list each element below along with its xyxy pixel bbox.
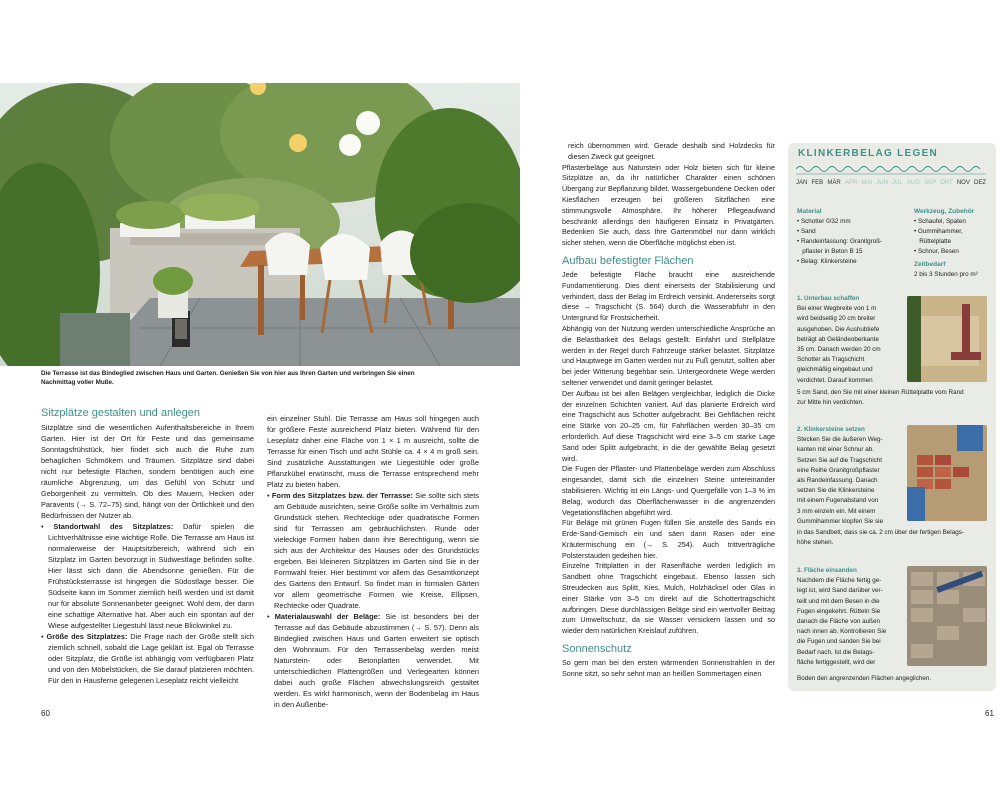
month-mai: MAI — [861, 180, 873, 186]
tool-item: Rüttelplatte — [914, 238, 952, 245]
decorative-wave-icon — [796, 162, 986, 176]
step-1-title: 1. Unterbau schaffen — [797, 295, 860, 302]
box-title: KLINKERBELAG LEGEN — [798, 148, 939, 159]
section-heading-sonnenschutz: Sonnenschutz — [562, 643, 632, 656]
step-text-line: legt ist, wird Sand darüber ver- — [797, 587, 883, 595]
step-text-line: Fugen eingekehrt. Rütteln Sie — [797, 607, 881, 615]
step-2-tail — [797, 528, 987, 548]
paragraph: So gern man bei den ersten wärmenden Sonnenstrahlen in der Sonne sitzt, so sehr sehnt man an heißen Sommertagen einen — [562, 658, 775, 678]
step-text-line: 35 cm. Danach werden 20 cm — [797, 346, 881, 354]
bullet-label: Materialauswahl der Beläge: — [274, 612, 381, 621]
step-3-photo — [907, 566, 987, 666]
time-value: 2 bis 3 Stunden pro m² — [914, 271, 978, 278]
material-label: Material — [797, 208, 822, 215]
month-okt: OKT — [940, 180, 953, 186]
section-heading-aufbau: Aufbau befestigter Flächen — [562, 254, 694, 267]
bullet-material: • Materialauswahl der Beläge: Sie ist besonders bei der Terrasse auf das Gebäude abzustimmen (→ S. 57). Denn als Bindeglied zwischen Haus und Garten erweitert sie optisch den Wohnraum. Für den Terrassenbelag werden meist Naturstein- oder Betonplatten verwendet. Mit unterschiedlichen Plattengrößen und Verlegearten können dabei auch große Flächen abwechslungsreich gestaltet werden. Es wirkt harmonisch, wenn der Bodenbelag im Haus in den Außenbe- — [267, 612, 479, 709]
step-text-line: Bei einer Wegbreite von 1 m — [797, 305, 877, 313]
bullet-text: Sie sollte sich stets am Gebäude ausrichten, seine Größe sollte im Verhältnis zum Grundstück stehen. Rechteckige oder quadratische Formen sind für Terrassen am gebräuchlichsten. Runde oder vieleckige Formen haben dann ihre Berechtigung, wenn sie sich aus der Architektur des Hauses oder des Grundstücks ergeben. Bei kleineren Sitzplätzen im Garten sind Sie in der Formwahl freier. Hier bestimmt vor allem das Gesamtkonzept des Gartens den Entwurf. So findet man in formalen Gärten vor allem geometrische Formen wie Kreise, Ellipsen, Rechtecke oder Quadrate. — [274, 491, 479, 610]
material-item: • Sand — [797, 228, 816, 235]
photo-caption: Die Terrasse ist das Bindeglied zwischen Haus und Garten. Genießen Sie von hier aus Ihren Garten und verbringen Sie einen Nachmittag voller Muße. — [41, 370, 415, 386]
step-text-line: die Fugen und sanden Sie bei — [797, 638, 881, 646]
step-3-tail — [797, 674, 987, 684]
step-1 — [797, 294, 905, 386]
step-text-line: Setzen Sie auf die Tragschicht — [797, 456, 883, 464]
bullet-text: Dafür spielen die Lichtverhältnisse eine wichtige Rolle. Die Terrasse am Haus ist normalerweise der Hauptsitzbereich, während sich ein Sitzplatz im Garten bevorzugt in Südwestlage befinden sollte. Hier lässt sich dann die Abendsonne genießen. Für die Frühstücksterrasse ist hingegen die Südostlage besser. Die Südseite kann im Sommer ziemlich heiß werden und ist damit nur für absolute Sonnenanbeter geeignet. Wohl dem, der dann eine schattige Alternative hat. Aber auch ein spontan auf der Wiese aufgestellter Liegestuhl lässt neue Blickwinkel zu. — [48, 522, 254, 630]
left-column-2 — [267, 413, 479, 710]
month-apr: APR — [844, 180, 858, 186]
month-feb: FEB — [811, 180, 824, 186]
step-text-line: beträgt ab Geländeoberkante — [797, 335, 879, 343]
month-mär: MÄR — [827, 180, 841, 186]
material-list — [797, 207, 907, 267]
paragraph: Der Aufbau ist bei allen Belägen vergleichbar, lediglich die Dicke der einzelnen Schichten variiert. Auf das planierte Erdreich wird eine Tragschicht aus Schotter aufgebracht. Bei Gehflächen reicht eine Stärke von 20–25 cm, für Fahrflächen werden 30–35 cm erforderlich. Auf diese Tragschicht wird eine 3–5 cm starke Lage Sand oder Splitt aufgebracht, in die der gewählte Belag gesetzt wird. — [562, 388, 775, 463]
tools-list — [914, 207, 994, 280]
bullet-label: Form des Sitzplatzes bzw. der Terrasse: — [271, 491, 413, 500]
bullet-text: Die Frage nach der Größe stellt sich ziemlich schnell, sobald die Lage geklärt ist. Egal ob Terrasse oder Sitzplatz, die Größe ist abhängig vom verfügbaren Platz und von den Möbelstücken, die Sie darauf platzieren möchten. Für den in Hausferne gelegenen Leseplatz reicht vielleicht — [48, 632, 255, 685]
section-heading-sitzplaetze: Sitzplätze gestalten und anlegen — [41, 407, 201, 419]
bullet-form: • Form des Sitzplatzes bzw. der Terrasse: Sie sollte sich stets am Gebäude ausrichten, seine Größe sollte im Verhältnis zum Grundstück stehen. Rechteckige oder quadratische Formen sind für Terrassen am gebräuchlichsten. Runde oder vieleckige Formen haben dann ihre Berechtigung, wenn sie sich aus der Architektur des Hauses oder des Grundstücks ergeben. Bei kleineren Sitzplätzen im Garten sind Sie in der Formwahl freier. Hier bestimmt vor allem das Gesamtkonzept des Gartens den Entwurf. So findet man in formalen Gärten vor allem geometrische Formen wie Kreise, Ellipsen, Rechtecke oder Quadrate. — [267, 491, 479, 610]
paragraph: Für Beläge mit grünen Fugen füllen Sie anstelle des Sands ein Erde-Sand-Gemisch ein und säen dann Rasen oder eine Kräutermischung ein (→ S. 254). Auch trittverträgliche Polsterstauden gedeihen hier. — [562, 518, 775, 560]
bullet-label: Standortwahl des Sitzplatzes: — [53, 522, 174, 531]
right-column — [562, 141, 775, 680]
paragraph: Jede befestigte Fläche braucht eine ausreichende Fundamentierung. Dies dient einerseits der Stabilisierung und verhindert, dass der Belag im Erdreich versinkt. Andererseits sorgt diese → Tragschicht (S. 564) durch die Wasserabfuhr in den Untergrund für Frostsicherheit. — [562, 269, 775, 323]
material-item: • Belag: Klinkersteine — [797, 258, 857, 265]
step-text-line: fläche fertiggestellt, wird der — [797, 658, 876, 666]
paragraph: ein einzelner Stuhl. Die Terrasse am Haus soll hingegen auch für größere Feste ausreichend Platz bieten. Während für den Leseplatz daher eine Fläche von 1 × 1 m ausreicht, sollte die Terrasse für einen Tisch und acht Stühle ca. 4 × 4 m groß sein. Sind zusätzliche Ausstattungen wie Liegestühle oder große Pflanzkübel erwünscht, muss die Terrasse entsprechend mehr Platz zu bieten haben. — [267, 414, 479, 489]
tool-item: • Gummihammer, — [914, 228, 963, 235]
bullet-label: Größe des Sitzplatzes: — [46, 632, 128, 641]
step-text-line: mit einem Fugenabstand von — [797, 497, 879, 505]
step-text-line: ausgehoben. Die Aushubtiefe — [797, 325, 880, 333]
step-text-line: zur Mitte hin verdichten. — [797, 399, 864, 407]
step-text-line: gleichmäßig eingebaut und — [797, 366, 873, 374]
paragraph: Einzelne Trittplatten in der Rasenfläche werden lediglich im Sandbett ohne Tragschicht eingebaut. Ebenso lassen sich Streudecken aus Splitt, Kies, Mulch, Holzhäcksel oder Glas in einer Stärke von 3–5 cm direkt auf die Schottertragschicht aufbringen. Diese durchlässigen Beläge sind ein wertvoller Beitrag zum Umweltschutz, da sie Wasser versickern lassen und so wieder dem natürlichen Kreislauf zuführen. — [562, 561, 775, 636]
terrace-photo — [0, 83, 520, 366]
material-item: pflaster in Beton B 15 — [797, 248, 863, 255]
month-dez: DEZ — [974, 180, 986, 186]
step-text-line: verdichtet. Darauf kommen — [797, 376, 873, 384]
page-number-right: 61 — [985, 709, 994, 718]
month-nov: NOV — [956, 180, 970, 186]
tool-item: • Schnur, Besen — [914, 248, 959, 255]
month-calendar — [796, 180, 986, 186]
step-text-line: Gummihammer klopfen Sie sie — [797, 517, 884, 525]
step-text-line: Schotter als Tragschicht — [797, 356, 865, 364]
step-1-tail — [797, 388, 987, 408]
step-3 — [797, 566, 909, 668]
left-column-1 — [41, 407, 254, 686]
paragraph: Pflasterbeläge aus Naturstein oder Holz bieten sich für kleine Sitzplätze an, da ihr natürlicher Charakter einen schönen Übergang zur Bepflanzung bildet. Wassergebundene Decken oder Kiesflächen erzeugen bei größeren Sitzflächen eine stimmungsvolle Atmosphäre. Ihr höherer Pflegeaufwand beschränkt allerdings den häufigeren Einsatz in Privatgärten. Bedenken Sie auch, dass Ihre Gartenmöbel nur dann wirklich sicher stehen, wenn die Oberfläche möglichst eben ist. — [562, 162, 775, 248]
material-item: • Schotter 0/32 mm — [797, 218, 851, 225]
step-text-line: wird beidseitig 20 cm breiter — [797, 315, 876, 323]
month-jul: JUL — [892, 180, 903, 186]
step-text-line: kanten mit einer Schnur ab. — [797, 446, 875, 454]
time-label: Zeitbedarf — [914, 261, 946, 268]
tools-label: Werkzeug, Zubehör — [914, 208, 975, 215]
step-text-line: setzen Sie die Klinkersteine — [797, 487, 875, 495]
month-jun: JUN — [876, 180, 888, 186]
step-text-line: nach innen ab. Kontrollieren Sie — [797, 628, 887, 636]
step-1-photo — [907, 296, 987, 382]
step-2-title: 2. Klinkersteine setzen — [797, 426, 865, 433]
step-text-line: in das Sandbett, dass sie ca. 2 cm über der fertigen Belags- — [797, 529, 964, 536]
tool-item: • Schaufel, Spaten — [914, 218, 966, 225]
paragraph: reich übernommen wird. Gerade deshalb sind Holzdecks für diesen Zweck gut geeignet. — [568, 141, 775, 161]
page-number-left: 60 — [41, 709, 50, 718]
bullet-text: Sie ist besonders bei der Terrasse auf das Gebäude abzustimmen (→ S. 57). Denn als Bindeglied zwischen Haus und Garten erweitert sie optisch den Wohnraum. Für den Terrassenbelag werden meist Naturstein- oder Betonplatten verwendet. Mit unterschiedlichen Plattengrößen und Verlegearten können dabei auch große Flächen abwechslungsreich gestaltet werden. Es wirkt harmonisch, wenn der Bodenbelag im Haus in den Außenbe- — [274, 612, 479, 709]
step-text-line: als Randeinfassung. Danach — [797, 477, 878, 485]
step-3-title: 3. Fläche einsanden — [797, 567, 857, 574]
month-jan: JAN — [796, 180, 808, 186]
step-text-line: danach die Fläche von außen — [797, 618, 880, 626]
paragraph: Die Fugen der Pflaster- und Plattenbeläge werden zum Abschluss eingesandet, damit sich die einzelnen Steine untereinander stabilisieren. Wichtig ist ein Längs- und Quergefälle von 1–3 % im Belag, wodurch das Oberflächenwasser in die angrenzenden Vegetationsflächen abgeführt wird. — [562, 464, 775, 517]
step-text-line: Nachdem die Fläche fertig ge- — [797, 577, 882, 585]
paragraph: Sitzplätze sind die wesentlichen Aufenthaltsbereiche in Ihrem Garten. Hier ist der Ort für Feste und das gemeinsame Sonntagsfrühstück, hier findet sich auch die Ruhe zum behaglichen Schmökern und Träumen. Sitzplätze sind dabei nicht nur befestigte Flächen, sondern benötigen auch eine räumliche Abgrenzung, um das Gefühl von Schutz und Geborgenheit zu vermitteln. Ob dies Mauern, Hecken oder Paravents (→ S. 72–75) sind, hängt von der Örtlichkeit und den Bedürfnissen der Nutzer ab. — [41, 423, 254, 520]
paragraph: Abhängig von der Nutzung werden unterschiedliche Ansprüche an die Belastbarkeit des Belags gestellt. Einfahrt und Stellplätze werden in der Regel durch Fahrzeuge stärker belastet. Sitzplätze und Hauptwege im Garten werden nur zu Fuß genutzt, sollten aber bei jeder Witterung begehbar sein. Untergeordnete Wege werden seltener verwendet und damit geringer belastet. — [562, 323, 775, 387]
bullet-standortwahl: • Standortwahl des Sitzplatzes: Dafür spielen die Lichtverhältnisse eine wichtige Rolle. Die Terrasse am Haus ist normalerweise der Hauptsitzbereich, während sich ein Sitzplatz im Garten bevorzugt in Südwestlage befinden sollte. Hier lässt sich dann die Abendsonne genießen. Für die Frühstücksterrasse ist hingegen die Südostlage besser. Die Südseite kann im Sommer ziemlich heiß werden und ist damit nur für absolute Sonnenanbeter geeignet. Wohl dem, der dann eine schattige Alternative hat. Aber auch ein spontan auf der Wiese aufgestellter Liegestuhl lässt neue Blickwinkel zu. — [41, 522, 254, 630]
step-2-photo — [907, 425, 987, 521]
step-text-line: eine Reihe Granitgroßpflaster — [797, 466, 880, 474]
step-text-line: 3 mm einzeln ein. Mit einem — [797, 507, 876, 515]
material-item: • Randeinfassung: Granitgroß- — [797, 238, 883, 245]
step-text-line: Boden den angrenzenden Flächen angeglichen. — [797, 675, 932, 682]
step-text-line: teilt und mit dem Besen in die — [797, 597, 880, 605]
month-sep: SEP — [924, 180, 937, 186]
month-aug: AUG — [906, 180, 920, 186]
step-2 — [797, 425, 909, 527]
step-text-line: 5 cm Sand, den Sie mit einer kleinen Rüttelplatte vom Rand — [797, 389, 964, 396]
step-text-line: höhe stehen. — [797, 539, 834, 547]
step-text-line: Bedarf nach. Ist die Belags- — [797, 648, 875, 656]
step-text-line: Stecken Sie die äußeren Weg- — [797, 436, 883, 444]
bullet-groesse: • Größe des Sitzplatzes: Die Frage nach der Größe stellt sich ziemlich schnell, sobald die Lage geklärt ist. Egal ob Terrasse oder Sitzplatz, die Größe ist abhängig vom verfügbaren Platz und von den Möbelstücken, die Sie darauf platzieren möchten. Für den in Hausferne gelegenen Leseplatz reicht vielleicht — [41, 632, 255, 685]
